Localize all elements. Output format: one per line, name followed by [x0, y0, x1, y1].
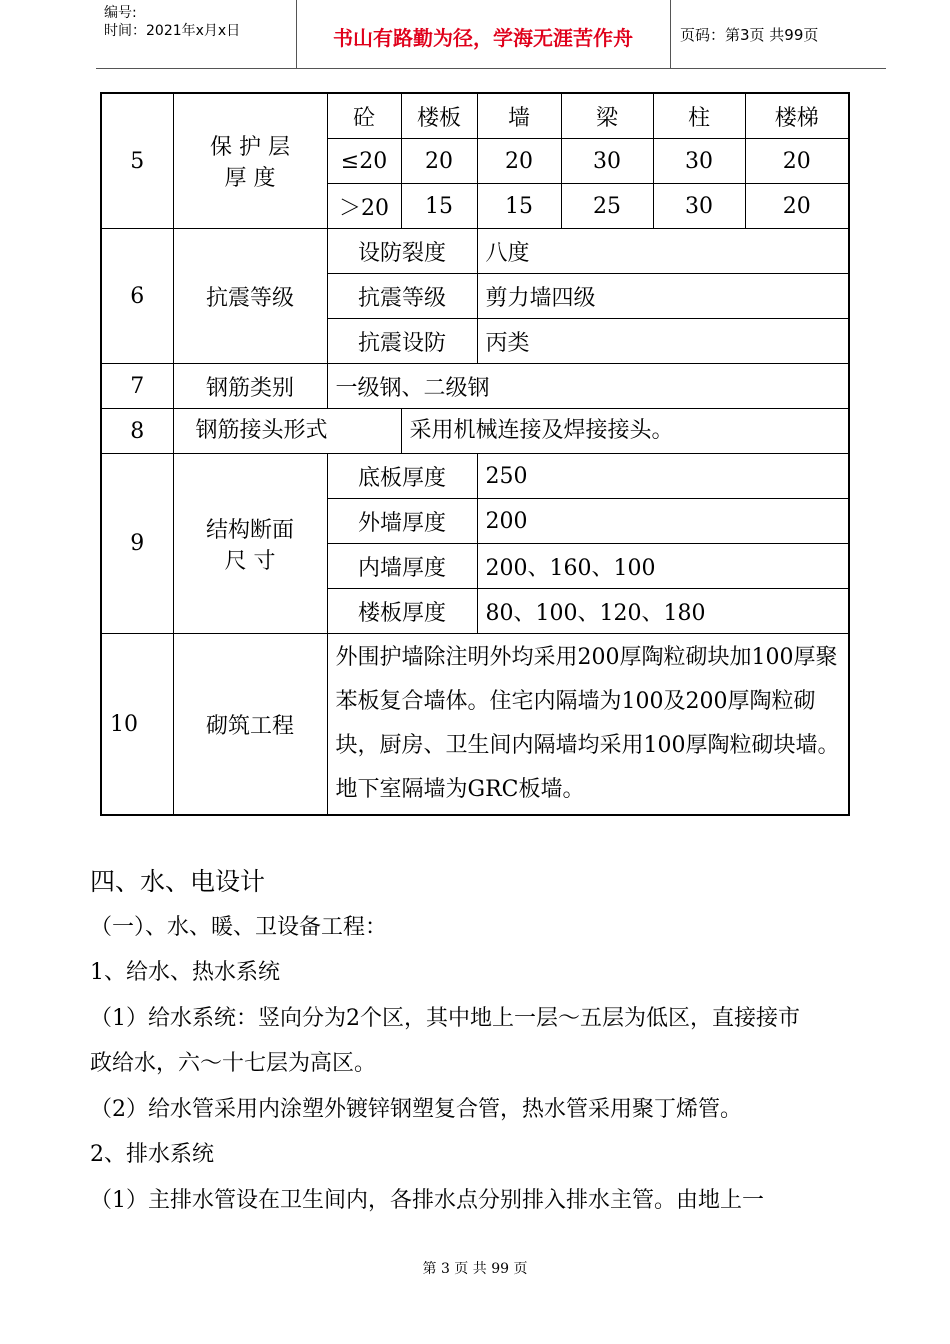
- table-cell: 剪力墙四级: [477, 274, 849, 319]
- table-row: [101, 229, 849, 274]
- item-heading: 1、给水、热水系统: [90, 960, 280, 985]
- subsection-title: （一）、水、暖、卫设备工程：: [90, 915, 388, 940]
- table-cell: 一级钢、二级钢: [327, 364, 849, 409]
- row-label: 钢筋类别: [173, 364, 327, 409]
- table-row: [101, 634, 849, 816]
- table-cell: 外墙厚度: [327, 499, 477, 544]
- table-cell: 200: [477, 499, 849, 544]
- table-cell: 15: [477, 184, 561, 229]
- row-8-flex: [174, 409, 849, 453]
- table-cell: 柱: [653, 93, 745, 139]
- header-page-info: 页码：第3页 共99页: [680, 26, 819, 44]
- row-label-line: 尺 寸: [224, 548, 276, 574]
- row-label: [173, 454, 327, 634]
- table-cell: 外围护墙除注明外均采用200厚陶粒砌块加100厚聚苯板复合墙体。住宅内隔墙为100及200厚陶粒砌块，厨房、卫生间内隔墙均采用100厚陶粒砌块墙。地下室隔墙为GRC板墙。: [327, 634, 849, 816]
- table-cell: 内墙厚度: [327, 544, 477, 589]
- paragraph-line: （2）给水管采用内涂塑外镀锌钢塑复合管，热水管采用聚丁烯管。: [90, 1097, 742, 1122]
- header-divider: [670, 0, 671, 68]
- table-cell: 砼: [327, 93, 401, 139]
- time-label: 时间：2021年x月x日: [104, 23, 241, 39]
- row-number: 5: [101, 93, 173, 229]
- table-cell: 采用机械连接及焊接接头。: [409, 418, 674, 443]
- table-cell: 20: [745, 184, 849, 229]
- table-cell: 抗震等级: [327, 274, 477, 319]
- table-cell: ＞20: [327, 184, 401, 229]
- number-label: 编号:: [104, 5, 137, 21]
- table-cell: 底板厚度: [327, 454, 477, 499]
- table-cell: 抗震设防: [327, 319, 477, 364]
- table-cell: 楼梯: [745, 93, 849, 139]
- row-label-line: 保 护 层: [210, 135, 290, 160]
- table-row: [101, 364, 849, 409]
- header-meta: [104, 4, 240, 40]
- paragraph-line: 政给水，六～十七层为高区。: [90, 1051, 377, 1076]
- table-cell: 20: [745, 139, 849, 184]
- table-cell: 250: [477, 454, 849, 499]
- table-cell: 楼板: [401, 93, 477, 139]
- row-label-line: 结构断面: [205, 517, 294, 543]
- table-cell: 丙类: [477, 319, 849, 364]
- table-cell: 80、100、120、180: [477, 589, 849, 634]
- table-cell: ≤20: [327, 139, 401, 184]
- page-footer: 第 3 页 共 99 页: [422, 1261, 528, 1277]
- row-label: 砌筑工程: [173, 634, 327, 816]
- table-cell: 楼板厚度: [327, 589, 477, 634]
- table-cell: 墙: [477, 93, 561, 139]
- section-title: 四、水、电设计: [90, 867, 266, 896]
- table-cell: 30: [653, 184, 745, 229]
- table-row: [101, 454, 849, 499]
- table-row: [101, 93, 849, 139]
- row-label: 抗震等级: [173, 229, 327, 364]
- paragraph-line: （1）给水系统：竖向分为2个区，其中地上一层～五层为低区，直接接市: [90, 1006, 800, 1031]
- row-label: 钢筋接头形式: [174, 409, 402, 453]
- table-cell: 15: [401, 184, 477, 229]
- page-header: [96, 0, 886, 69]
- row-number: 10: [101, 634, 173, 816]
- table-cell: 20: [401, 139, 477, 184]
- row-label: [173, 93, 327, 229]
- table-cell: 30: [653, 139, 745, 184]
- row-label-line: 厚 度: [224, 166, 276, 191]
- table-cell: 25: [561, 184, 653, 229]
- row-number: 9: [101, 454, 173, 634]
- table-cell: 八度: [477, 229, 849, 274]
- item-heading: 2、排水系统: [90, 1142, 214, 1167]
- row-number: 7: [101, 364, 173, 409]
- header-motto: 书山有路勤为径，学海无涯苦作舟: [333, 26, 633, 50]
- table-cell: 30: [561, 139, 653, 184]
- table-row: [101, 409, 849, 454]
- table-cell: 梁: [561, 93, 653, 139]
- row-number: 6: [101, 229, 173, 364]
- table-cell: 设防裂度: [327, 229, 477, 274]
- paragraph-line: （1）主排水管设在卫生间内，各排水点分别排入排水主管。由地上一: [90, 1188, 764, 1213]
- structure-spec-table: [100, 92, 850, 816]
- row-number: 8: [101, 409, 173, 454]
- row-8-content: [173, 409, 849, 454]
- table-cell: 20: [477, 139, 561, 184]
- table-cell: 200、160、100: [477, 544, 849, 589]
